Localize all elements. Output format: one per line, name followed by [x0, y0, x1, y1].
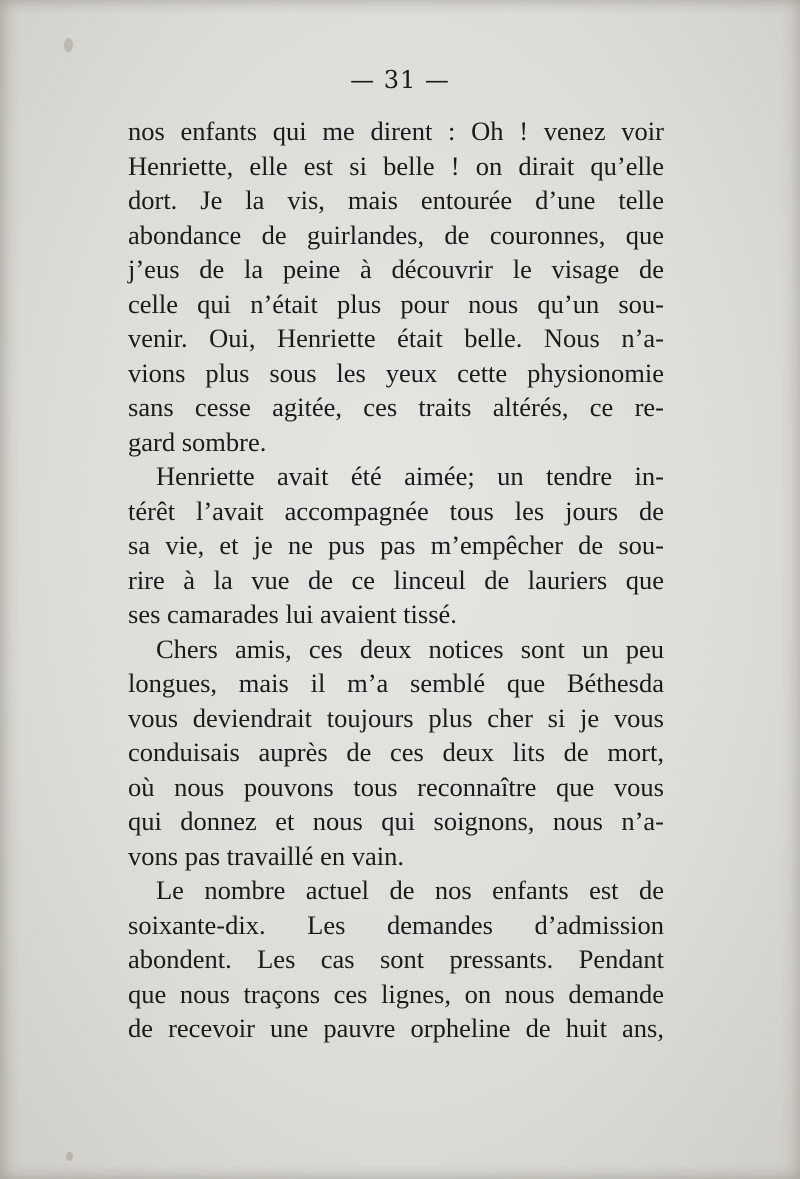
text-line: nos enfants qui me dirent : Oh ! venez voir: [128, 116, 664, 146]
text-line: sans cesse agitée, ces traits altérés, ce re-: [128, 392, 664, 422]
text-line: qui donnez et nous qui soignons, nous n’a-: [128, 806, 664, 836]
text-line: j’eus de la peine à découvrir le visage de: [128, 254, 664, 284]
body-text: [128, 114, 664, 1046]
text-line: vions plus sous les yeux cette physionomie: [128, 357, 664, 388]
paper-stain: [66, 1152, 73, 1161]
text-line: que nous traçons ces lignes, on nous demande: [128, 978, 664, 1009]
text-line: venir. Oui, Henriette était belle. Nous n’a-: [128, 323, 664, 353]
text-line: abondent. Les cas sont pressants. Pendant: [128, 944, 664, 974]
text-line: gard sombre.: [128, 426, 267, 457]
text-line: vous deviendrait toujours plus cher si je vous: [128, 702, 664, 733]
text-line: Henriette avait été aimée; un tendre in-: [156, 461, 664, 491]
text-line: Le nombre actuel de nos enfants est de: [156, 875, 664, 905]
text-line: où nous pouvons tous reconnaître que vous: [128, 771, 664, 802]
text-line: conduisais auprès de ces deux lits de mort,: [128, 737, 664, 767]
text-line: abondance de guirlandes, de couronnes, que: [128, 219, 664, 250]
text-line: longues, mais il m’a semblé que Béthesda: [128, 668, 664, 698]
text-line: ses camarades lui avaient tissé.: [128, 599, 457, 629]
text-line: sa vie, et je ne pus pas m’empêcher de sou-: [128, 530, 664, 560]
text-line: de recevoir une pauvre orpheline de huit ans,: [128, 1013, 664, 1043]
text-line: térêt l’avait accompagnée tous les jours de: [128, 495, 664, 526]
text-line: vons pas travaillé en vain.: [128, 840, 404, 871]
text-line: Henriette, elle est si belle ! on dirait qu’elle: [128, 150, 664, 181]
text-line: rire à la vue de ce linceul de lauriers que: [128, 564, 664, 595]
text-line: celle qui n’était plus pour nous qu’un sou-: [128, 288, 664, 319]
text-line: soixante-dix. Les demandes d’admission: [128, 909, 664, 940]
paper-stain: [64, 38, 73, 52]
text-line: dort. Je la vis, mais entourée d’une telle: [128, 185, 664, 215]
text-line: Chers amis, ces deux notices sont un peu: [156, 633, 664, 664]
page-number: — 31 —: [350, 66, 450, 94]
